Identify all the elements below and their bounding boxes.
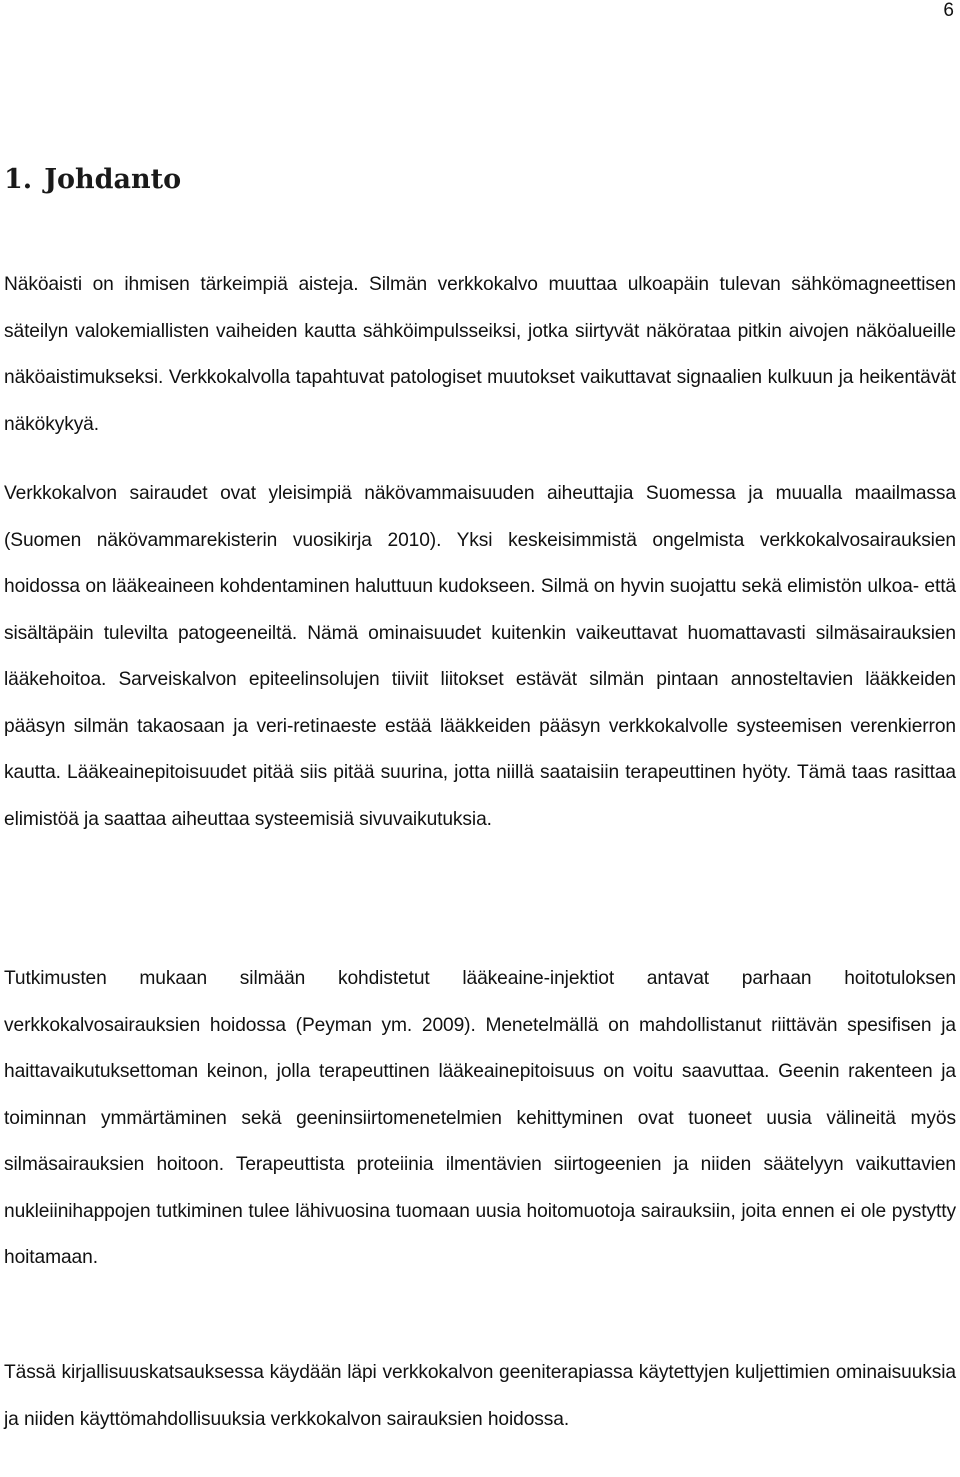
page-title xyxy=(4,162,181,198)
paragraph-review-scope: Tässä kirjallisuuskatsauksessa käydään läpi verkkokalvon geeniterapiassa käytettyjen kuljettimien ominaisuuksia ja niiden käyttömahdollisuuksia verkkokalvon sairauksien hoidossa. xyxy=(4,1362,956,1430)
paragraph-retinal-diseases: Verkkokalvon sairaudet ovat yleisimpiä näkövammaisuuden aiheuttajia Suomessa ja muualla maailmassa (Suomen näkövammarekisterin vuosikirja 2010). Yksi keskeisimmistä ongelmista verkkokalvosairauksien hoidossa on lääkeaineen kohdentaminen haluttuun kudokseen. Silmä on hyvin suojattu sekä elimistön ulkoa- että sisältäpäin tulevilta patogeeneiltä. Nämä ominaisuudet kuitenkin vaikeuttavat huomattavasti silmäsairauksien lääkehoitoa. Sarveiskalvon epiteelinsolujen tiiviit liitokset estävät silmän pintaan annosteltavien lääkkeiden pääsyn silmän takaosaan ja veri-retinaeste estää lääkkeiden pääsyn verkkokalvolle systeemisen verenkierron kautta. Lääkeainepitoisuudet pitää siis pitää suurina, jotta niillä saataisiin terapeuttinen hyöty. Tämä taas rasittaa elimistöä ja saattaa aiheuttaa systeemisiä sivuvaikutuksia. xyxy=(4,483,956,830)
heading-title: Johdanto xyxy=(44,164,182,195)
paragraph-injections: Tutkimusten mukaan silmään kohdistetut lääkeaine-injektiot antavat parhaan hoitotuloksen verkkokalvosairauksien hoidossa (Peyman ym. 2009). Menetelmällä on mahdollistanut riittävän spesifisen ja haittavaikutuksettoman keinon, jolla terapeuttinen lääkeainepitoisuus on voitu saavuttaa. Geenin rakenteen ja toiminnan ymmärtäminen sekä geeninsiirtomenetelmien kehittyminen ovat tuoneet uusia välineitä myös silmäsairauksien hoitoon. Terapeuttista proteiinia ilmentävien siirtogeenien ja niiden säätelyyn vaikuttavien nukleiinihappojen tutkiminen tulee lähivuosina tuomaan uusia hoitomuotoja sairauksiin, joita ennen ei ole pystytty hoitamaan. xyxy=(4,968,956,1268)
page-number: 6 xyxy=(943,0,954,21)
heading-number: 1. xyxy=(4,164,33,195)
paragraph-intro: Näköaisti on ihmisen tärkeimpiä aisteja. Silmän verkkokalvo muuttaa ulkoapäin tulevan sähkömagneettisen säteilyn valokemiallisten vaiheiden kautta sähköimpulsseiksi, jotka siirtyvät näkörataa pitkin aivojen näköalueille näköaistimukseksi. Verkkokalvolla tapahtuvat patologiset muutokset vaikuttavat signaalien kulkuun ja heikentävät näkökykyä. xyxy=(4,274,956,435)
